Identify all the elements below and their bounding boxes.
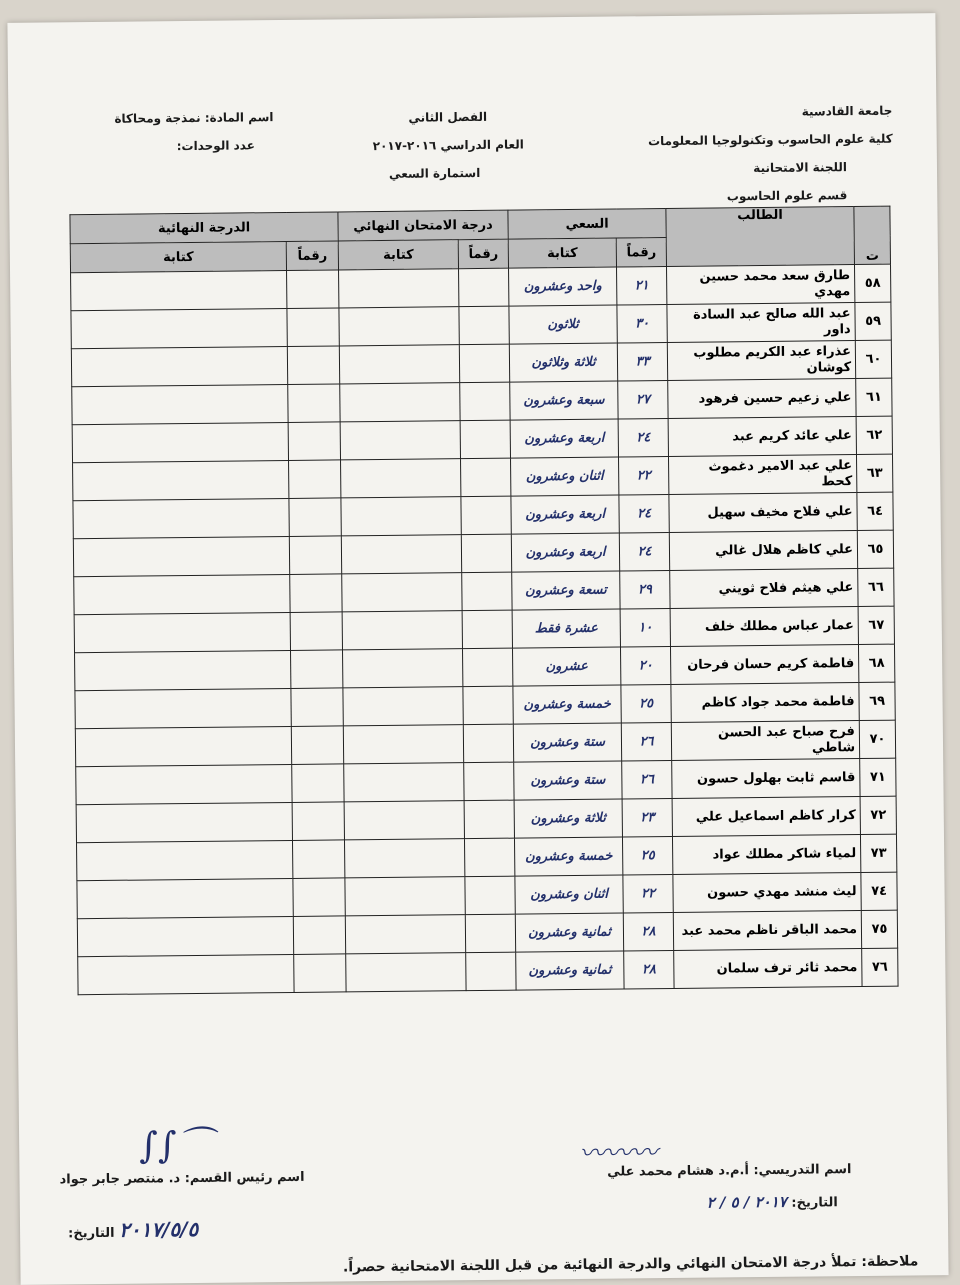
exam-digits-cell bbox=[461, 496, 511, 535]
table-row bbox=[78, 948, 898, 995]
exam-digits-cell bbox=[465, 914, 515, 953]
effort-words: اربعة وعشرون bbox=[511, 495, 619, 534]
final-words-cell bbox=[73, 536, 289, 576]
row-number: ٧٢ bbox=[860, 796, 896, 834]
footer-note: ملاحظة: تملأ درجة الامتحان النهائي والدرجة النهائية من قبل اللجنة الامتحانية حصراً. bbox=[342, 1253, 919, 1276]
student-name: قاسم ثابت بهلول حسون bbox=[672, 759, 860, 799]
exam-digits-cell bbox=[459, 344, 509, 383]
final-digits-cell bbox=[288, 422, 340, 461]
exam-digits-cell bbox=[460, 382, 510, 421]
row-number: ٧٣ bbox=[860, 834, 896, 872]
col-final-exam-header: درجة الامتحان النهائي bbox=[338, 210, 508, 241]
final-digits-header: رقماً bbox=[286, 241, 338, 271]
exam-words-cell bbox=[344, 763, 464, 802]
effort-digits: ١٠ bbox=[620, 608, 670, 647]
exam-digits-cell bbox=[459, 306, 509, 345]
final-words-cell bbox=[71, 270, 287, 310]
exam-words-cell bbox=[342, 611, 462, 650]
final-words-cell bbox=[78, 954, 294, 994]
exam-digits-cell bbox=[462, 610, 512, 649]
effort-words: خمسة وعشرون bbox=[513, 685, 621, 724]
exam-digits-cell bbox=[463, 686, 513, 725]
final-words-header: كتابة bbox=[70, 241, 286, 272]
effort-words: ثلاثة وثلاثون bbox=[509, 343, 617, 382]
effort-digits: ٢٥ bbox=[621, 684, 671, 723]
final-digits-cell bbox=[293, 878, 345, 917]
exam-words-cell bbox=[341, 497, 461, 536]
final-words-cell bbox=[75, 688, 291, 728]
student-name: محمد ثائر ترف سلمان bbox=[674, 948, 862, 988]
exam-digits-cell bbox=[462, 572, 512, 611]
exam-digits-cell bbox=[464, 762, 514, 801]
final-digits-cell bbox=[287, 346, 339, 385]
instructor-date bbox=[706, 1192, 837, 1211]
row-number: ٦١ bbox=[856, 378, 892, 416]
effort-digits: ٢٠ bbox=[621, 646, 671, 685]
student-name: عذراء عبد الكريم مطلوب كوشان bbox=[667, 341, 855, 381]
row-number: ٧٤ bbox=[861, 872, 897, 910]
final-digits-cell bbox=[289, 460, 341, 499]
final-words-cell bbox=[73, 498, 289, 538]
final-digits-cell bbox=[288, 384, 340, 423]
final-words-cell bbox=[76, 764, 292, 804]
student-name: فاطمة كريم حسان فرحان bbox=[671, 645, 859, 685]
effort-digits: ٢٤ bbox=[619, 532, 669, 571]
effort-digits: ٢٢ bbox=[623, 874, 673, 913]
final-digits-cell bbox=[291, 688, 343, 727]
student-name: عبد الله صالح عبد السادة داور bbox=[667, 303, 855, 343]
exam-words-cell bbox=[341, 535, 461, 574]
student-name: ليث منشد مهدي حسون bbox=[673, 873, 861, 913]
exam-digits-cell bbox=[459, 268, 509, 307]
exam-words-cell bbox=[343, 687, 463, 726]
semester-label: الفصل الثاني bbox=[408, 109, 488, 125]
effort-digits: ٢٦ bbox=[622, 760, 672, 799]
col-final-grade-header: الدرجة النهائية bbox=[70, 212, 338, 244]
student-name: لمياء شاكر مطلك عواد bbox=[673, 835, 861, 875]
student-name: محمد الباقر ناظم محمد عبد bbox=[673, 911, 861, 951]
exam-words-cell bbox=[339, 269, 459, 308]
effort-words: عشرة فقط bbox=[512, 609, 620, 648]
row-number: ٦٦ bbox=[858, 568, 894, 606]
row-number: ٦٠ bbox=[855, 340, 891, 378]
effort-words-header: كتابة bbox=[508, 238, 616, 268]
final-digits-cell bbox=[291, 650, 343, 689]
subject-label: اسم المادة: نمذجة ومحاكاة bbox=[114, 110, 274, 126]
effort-digits: ٢٩ bbox=[620, 570, 670, 609]
final-words-cell bbox=[77, 878, 293, 918]
exam-digits-cell bbox=[463, 648, 513, 687]
head-signature: ∫∫⌒ bbox=[138, 1124, 213, 1167]
exam-sheet bbox=[7, 13, 948, 1285]
student-name: طارق سعد محمد حسين مهدي bbox=[667, 265, 855, 305]
exam-words-cell bbox=[340, 383, 460, 422]
final-digits-cell bbox=[289, 498, 341, 537]
effort-words: سبعة وعشرون bbox=[510, 381, 618, 420]
student-name: علي زعيم حسين فرهود bbox=[668, 379, 856, 419]
final-digits-cell bbox=[291, 726, 343, 765]
instructor-name: اسم التدريسي: أ.م.د هشام محمد علي bbox=[607, 1162, 852, 1180]
effort-digits: ٣٠ bbox=[617, 305, 667, 344]
effort-digits: ٢٢ bbox=[619, 456, 669, 495]
effort-digits: ٢٥ bbox=[623, 836, 673, 875]
exam-words-cell bbox=[345, 877, 465, 916]
effort-words: ستة وعشرون bbox=[513, 723, 621, 762]
final-digits-cell bbox=[292, 764, 344, 803]
effort-digits: ٣٣ bbox=[617, 343, 667, 382]
head-date-value: ٢٠١٧/٥/٥ bbox=[118, 1216, 199, 1242]
student-name: علي عائد كريم عبد bbox=[668, 417, 856, 457]
grade-rows bbox=[71, 264, 899, 995]
row-number: ٦٤ bbox=[857, 492, 893, 530]
effort-digits-header: رقماً bbox=[616, 238, 666, 268]
units-label: عدد الوحدات: bbox=[176, 138, 255, 154]
effort-digits: ٢٣ bbox=[622, 798, 672, 837]
head-name: اسم رئيس القسم: د. منتصر جابر جواد bbox=[59, 1169, 305, 1188]
row-number: ٧٠ bbox=[859, 720, 895, 758]
col-seq-header: ت bbox=[854, 206, 891, 264]
exam-digits-header: رقماً bbox=[458, 239, 508, 269]
final-words-cell bbox=[74, 574, 290, 614]
effort-digits: ٢٦ bbox=[621, 722, 671, 761]
effort-words: ثلاثون bbox=[509, 305, 617, 344]
head-date-label: التاريخ: bbox=[68, 1225, 115, 1242]
effort-digits: ٢٤ bbox=[618, 418, 668, 457]
exam-words-cell bbox=[345, 839, 465, 878]
instructor-date-value: ٢٠١٧ / ٥ / ٢ bbox=[706, 1192, 787, 1212]
exam-words-cell bbox=[344, 801, 464, 840]
final-digits-cell bbox=[287, 308, 339, 347]
final-digits-cell bbox=[290, 612, 342, 651]
grades-table bbox=[69, 206, 898, 996]
exam-digits-cell bbox=[466, 952, 516, 991]
exam-digits-cell bbox=[461, 534, 511, 573]
head-date bbox=[68, 1217, 198, 1242]
effort-digits: ٢٨ bbox=[624, 950, 674, 989]
effort-words: اربعة وعشرون bbox=[511, 533, 619, 572]
final-digits-cell bbox=[289, 536, 341, 575]
effort-digits: ٢١ bbox=[617, 267, 667, 306]
final-words-cell bbox=[77, 916, 293, 956]
instructor-signature: 〰〰〰 bbox=[579, 1138, 658, 1169]
row-number: ٦٩ bbox=[859, 682, 895, 720]
final-words-cell bbox=[71, 346, 287, 386]
effort-words: ثمانية وعشرون bbox=[515, 913, 623, 952]
effort-digits: ٢٤ bbox=[619, 494, 669, 533]
exam-digits-cell bbox=[461, 458, 511, 497]
exam-words-cell bbox=[339, 307, 459, 346]
row-number: ٦٥ bbox=[857, 530, 893, 568]
final-digits-cell bbox=[293, 916, 345, 955]
final-words-cell bbox=[77, 840, 293, 880]
exam-digits-cell bbox=[463, 724, 513, 763]
row-number: ٥٨ bbox=[855, 264, 891, 302]
final-words-cell bbox=[72, 384, 288, 424]
row-number: ٧٦ bbox=[862, 948, 898, 986]
exam-digits-cell bbox=[464, 800, 514, 839]
effort-words: اثنان وعشرون bbox=[515, 875, 623, 914]
final-digits-cell bbox=[294, 954, 346, 993]
row-number: ٧١ bbox=[860, 758, 896, 796]
effort-digits: ٢٨ bbox=[623, 912, 673, 951]
effort-words: خمسة وعشرون bbox=[515, 837, 623, 876]
exam-words-cell bbox=[340, 421, 460, 460]
row-number: ٦٢ bbox=[856, 416, 892, 454]
final-words-cell bbox=[72, 422, 288, 462]
student-name: فاطمة محمد جواد كاظم bbox=[671, 683, 859, 723]
committee-name: اللجنة الامتحانية bbox=[753, 160, 848, 176]
effort-words: عشرون bbox=[513, 647, 621, 686]
row-number: ٥٩ bbox=[855, 302, 891, 340]
student-name: علي فلاح مخيف سهيل bbox=[669, 493, 857, 533]
effort-words: ستة وعشرون bbox=[514, 761, 622, 800]
col-effort-header: السعي bbox=[508, 209, 666, 240]
effort-words: ثمانية وعشرون bbox=[516, 951, 624, 990]
effort-digits: ٢٧ bbox=[618, 380, 668, 419]
exam-words-cell bbox=[346, 953, 466, 992]
instructor-date-label: التاريخ: bbox=[791, 1195, 838, 1211]
exam-words-cell bbox=[343, 649, 463, 688]
student-name: علي عبد الامير دغموث كحط bbox=[669, 455, 857, 495]
academic-year: العام الدراسي ٢٠١٦-٢٠١٧ bbox=[372, 137, 524, 154]
row-number: ٦٨ bbox=[859, 644, 895, 682]
department-name: قسم علوم الحاسوب bbox=[726, 188, 848, 204]
exam-words-cell bbox=[339, 345, 459, 384]
exam-words-header: كتابة bbox=[338, 240, 458, 270]
row-number: ٦٣ bbox=[857, 454, 893, 492]
col-student-header: الطالب bbox=[666, 207, 855, 267]
exam-digits-cell bbox=[465, 876, 515, 915]
final-words-cell bbox=[73, 460, 289, 500]
final-words-cell bbox=[76, 802, 292, 842]
final-digits-cell bbox=[290, 574, 342, 613]
form-title: استمارة السعي bbox=[388, 165, 481, 181]
effort-words: اثنان وعشرون bbox=[511, 457, 619, 496]
final-words-cell bbox=[71, 308, 287, 348]
exam-digits-cell bbox=[465, 838, 515, 877]
student-name: كرار كاظم اسماعيل علي bbox=[672, 797, 860, 837]
exam-words-cell bbox=[345, 915, 465, 954]
student-name: علي كاظم هلال غالي bbox=[669, 531, 857, 571]
effort-words: ثلاثة وعشرون bbox=[514, 799, 622, 838]
student-name: فرح صباح عبد الحسن شاطي bbox=[671, 721, 859, 761]
exam-words-cell bbox=[343, 725, 463, 764]
row-number: ٧٥ bbox=[861, 910, 897, 948]
final-words-cell bbox=[75, 726, 291, 766]
exam-words-cell bbox=[342, 573, 462, 612]
final-digits-cell bbox=[287, 270, 339, 309]
exam-digits-cell bbox=[460, 420, 510, 459]
effort-words: اربعة وعشرون bbox=[510, 419, 618, 458]
final-digits-cell bbox=[293, 840, 345, 879]
student-name: علي هيثم فلاح ثويني bbox=[670, 569, 858, 609]
effort-words: واحد وعشرون bbox=[509, 267, 617, 306]
final-words-cell bbox=[74, 612, 290, 652]
row-number: ٦٧ bbox=[858, 606, 894, 644]
exam-words-cell bbox=[341, 459, 461, 498]
final-words-cell bbox=[75, 650, 291, 690]
college-name: كلية علوم الحاسوب وتكنولوجيا المعلومات bbox=[647, 131, 893, 149]
student-name: عمار عباس مطلك خلف bbox=[670, 607, 858, 647]
effort-words: تسعة وعشرون bbox=[512, 571, 620, 610]
final-digits-cell bbox=[292, 802, 344, 841]
university-name: جامعة القادسية bbox=[801, 103, 893, 119]
